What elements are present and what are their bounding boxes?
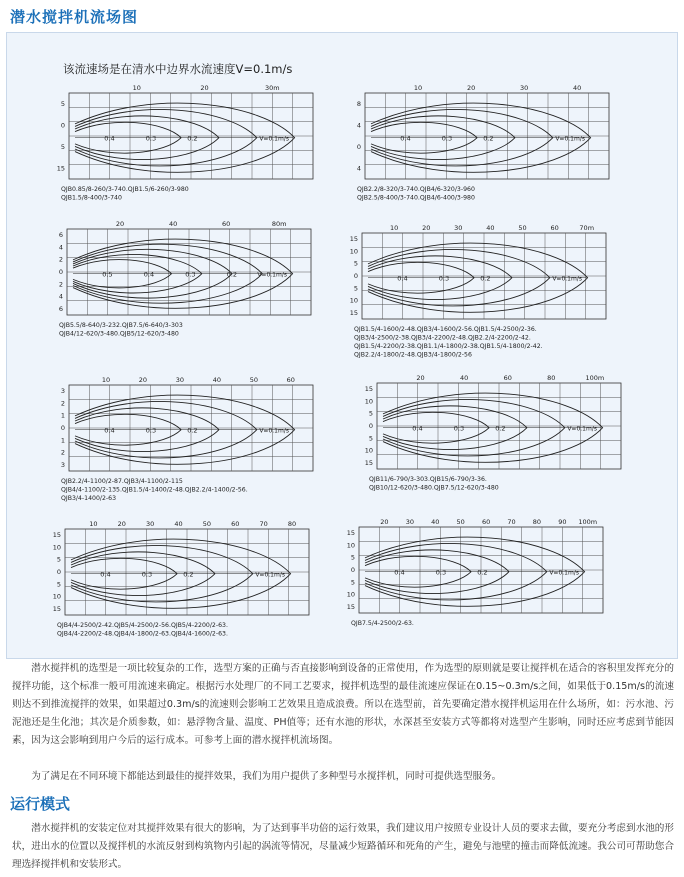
y-tick-label: 15 <box>56 164 65 173</box>
diagram-caption: QJB4/4-1100/2-135.QJB1.5/4-1400/2-48.QJB2.2/4-1400/2-56. <box>61 486 248 494</box>
x-tick-label: 40 <box>212 376 222 384</box>
x-tick-label: 20 <box>115 220 125 228</box>
contour-label: 0.2 <box>480 274 491 283</box>
contour-label: 0.3 <box>145 426 157 435</box>
contour-label: 0.4 <box>397 274 408 283</box>
y-tick-label: 15 <box>346 529 355 538</box>
x-tick-label: 40 <box>573 84 582 92</box>
x-tick-label: 20 <box>380 518 389 526</box>
x-tick-label: 40 <box>486 224 495 232</box>
y-tick-label: 8 <box>356 99 361 108</box>
y-tick-label: 3 <box>60 387 65 396</box>
diagram-caption: QJB3/4-2500/2-38.QJB3/4-2200/2-48.QJB2.2/4-2200/2-42. <box>354 334 531 342</box>
contour-label: 0.2 <box>226 270 238 279</box>
x-tick-label: 80 <box>287 520 297 528</box>
x-tick-label: 50 <box>518 224 527 232</box>
y-tick-label: 2 <box>58 280 63 289</box>
flow-field-charts <box>7 33 677 658</box>
x-tick-label: 60 <box>221 220 231 228</box>
chart-subtitle: 该流速场是在清水中边界水流速度V=0.1m/s <box>63 62 293 76</box>
velocity-label: V=0.1m/s <box>255 571 285 579</box>
x-tick-label: 50 <box>249 376 258 384</box>
x-tick-label: 50 <box>202 520 212 528</box>
diagram-caption: QJB2.2/4-1800/2-48.QJB3/4-1800/2-56 <box>354 351 472 359</box>
y-tick-label: 4 <box>356 164 361 173</box>
y-tick-label: 0 <box>56 568 61 576</box>
y-tick-label: 10 <box>52 543 61 552</box>
x-tick-label: 20 <box>466 84 476 92</box>
contour-label: 0.2 <box>187 134 198 143</box>
y-tick-label: 2 <box>60 448 65 457</box>
y-tick-label: 4 <box>58 292 63 301</box>
contour-label: 0.4 <box>100 570 111 579</box>
x-tick-label: 30 <box>454 224 463 232</box>
y-tick-label: 4 <box>356 121 361 130</box>
y-tick-label: 10 <box>349 247 358 256</box>
x-tick-label: 20 <box>138 376 148 384</box>
x-tick-label: 10 <box>132 84 141 92</box>
x-tick-label: 10 <box>389 224 399 232</box>
contour-label: 0.3 <box>453 424 465 433</box>
contour-label: 0.4 <box>104 426 115 435</box>
y-tick-label: 3 <box>60 460 65 469</box>
contour-label: 0.2 <box>187 426 198 435</box>
service-paragraph: 为了满足在不同环境下都能达到最佳的搅拌效果，我们为用户提供了多种型号水搅拌机，同时可提供选型服务。 <box>31 771 502 782</box>
y-tick-label: 15 <box>364 385 373 394</box>
x-tick-label: 80m <box>271 220 287 228</box>
contour-label: 0.4 <box>394 568 405 577</box>
velocity-label: V=0.1m/s <box>257 271 287 279</box>
y-tick-label: 15 <box>364 458 373 467</box>
velocity-label: V=0.1m/s <box>259 427 289 435</box>
x-tick-label: 100m <box>585 374 605 382</box>
y-tick-label: 10 <box>364 397 373 406</box>
y-tick-label: 5 <box>353 259 358 268</box>
y-tick-label: 15 <box>52 531 61 540</box>
x-tick-label: 30 <box>175 376 185 384</box>
x-tick-label: 30 <box>405 518 414 526</box>
y-tick-label: 5 <box>56 555 61 564</box>
diagram-caption: QJB0.85/8-260/3-740.QJB1.5/6-260/3-980 <box>61 186 189 193</box>
x-tick-label: 10 <box>413 84 423 92</box>
contour-label: 0.3 <box>185 270 196 279</box>
contour-label: 0.2 <box>495 424 506 433</box>
x-tick-label: 70m <box>579 224 595 232</box>
y-tick-label: 10 <box>346 590 355 599</box>
diagram-caption: QJB2.2/8-320/3-740.QJB4/6-320/3-960 <box>357 186 475 193</box>
y-tick-label: 5 <box>350 553 355 562</box>
y-tick-label: 0 <box>58 268 63 276</box>
diagram-caption: QJB10/12-620/3-480.QJB7.5/12-620/3-480 <box>369 484 499 492</box>
velocity-label: V=0.1m/s <box>555 135 585 143</box>
y-tick-label: 5 <box>368 409 373 418</box>
y-tick-label: 0 <box>353 272 358 280</box>
diagram-caption: QJB4/12-620/3-480.QJB5/12-620/3-480 <box>59 330 179 338</box>
section-title-operation-mode: 运行模式 <box>10 795 71 813</box>
y-tick-label: 5 <box>60 99 65 108</box>
contour-label: 0.3 <box>441 134 453 143</box>
y-tick-label: 1 <box>60 436 65 445</box>
velocity-label: V=0.1m/s <box>259 135 289 143</box>
x-tick-label: 70 <box>507 518 516 526</box>
contour-label: 0.4 <box>104 134 115 143</box>
x-tick-label: 40 <box>431 518 440 526</box>
x-tick-label: 60 <box>550 224 559 232</box>
diagram-caption: QJB1.5/4-2200/2-38.QJB1.1/4-1800/2-38.QJB1.5/4-1800/2-42. <box>354 343 543 350</box>
y-tick-label: 0 <box>356 142 361 151</box>
page-title: 潜水搅拌机流场图 <box>10 8 139 26</box>
diagram-caption: QJB5.5/8-640/3-232.QJB7.5/6-640/3-303 <box>59 322 183 329</box>
x-tick-label: 20 <box>200 84 209 92</box>
x-tick-label: 30m <box>265 84 280 92</box>
y-tick-label: 10 <box>349 296 358 305</box>
x-tick-label: 60 <box>503 374 512 382</box>
x-tick-label: 40 <box>460 374 469 382</box>
diagram-caption: QJB2.5/8-400/3-740.QJB4/6-400/3-980 <box>357 194 475 202</box>
y-tick-label: 10 <box>52 592 61 601</box>
diagram-caption: QJB11/6-790/3-303.QJB15/6-790/3-36. <box>369 476 487 483</box>
contour-label: 0.4 <box>143 270 155 279</box>
contour-label: 0.2 <box>483 134 494 143</box>
y-tick-label: 6 <box>58 231 63 240</box>
contour-label: 0.3 <box>438 274 450 283</box>
y-tick-label: 15 <box>349 308 358 317</box>
x-tick-label: 100m <box>578 518 598 526</box>
y-tick-label: 5 <box>350 578 355 587</box>
contour-label: 0.4 <box>412 424 423 433</box>
y-tick-label: 0 <box>350 566 355 574</box>
x-tick-label: 60 <box>286 376 295 384</box>
x-tick-label: 20 <box>416 374 425 382</box>
velocity-label: V=0.1m/s <box>567 425 597 433</box>
diagram-caption: QJB2.2/4-1100/2-87.QJB3/4-1100/2-115 <box>61 478 183 485</box>
x-tick-label: 20 <box>422 224 431 232</box>
contour-label: 0.3 <box>141 570 153 579</box>
y-tick-label: 0 <box>368 422 373 430</box>
contour-label: 0.5 <box>102 270 113 279</box>
x-tick-label: 80 <box>547 374 556 382</box>
diagram-caption: QJB4/4-2200/2-48.QJB4/4-1800/2-63.QJB4/4-1600/2-63. <box>57 630 228 638</box>
diagram-caption: QJB3/4-1400/2-63 <box>61 495 117 502</box>
velocity-label: V=0.1m/s <box>549 569 579 577</box>
y-tick-label: 5 <box>368 434 373 443</box>
diagram-caption: QJB4/4-2500/2-42.QJB5/4-2500/2-56.QJB5/4-2200/2-63. <box>57 622 228 629</box>
y-tick-label: 0 <box>60 121 65 130</box>
x-tick-label: 10 <box>101 376 111 384</box>
x-tick-label: 20 <box>117 520 126 528</box>
x-tick-label: 30 <box>145 520 155 528</box>
diagram-caption: QJB1.5/8-400/3-740 <box>61 194 122 202</box>
x-tick-label: 60 <box>231 520 240 528</box>
contour-label: 0.2 <box>477 568 488 577</box>
y-tick-label: 15 <box>52 604 61 613</box>
y-tick-label: 5 <box>60 142 65 151</box>
x-tick-label: 90 <box>558 518 567 526</box>
x-tick-label: 40 <box>168 220 178 228</box>
intro-paragraph: 潜水搅拌机的选型是一项比较复杂的工作，选型方案的正确与否直接影响到设备的正常使用，作为选型的原则就是要让搅拌机在适合的容积里发挥充分的搅拌功能，这个标准一般可用流速来确定。根据污水处理厂的不同工艺要求，搅拌机选型的最佳流速应保证在0.15~0.3m/s之间，如果低于0.15m/s的流速则达不到推流搅拌的效果，如果超过0.3m/s的流速则会影响工艺效果且造成浪费。所以在选型前，首先要确定潜水搅拌机运用在什么场所，如：污水池、污泥池还是生化池；其次是介质参数，如：悬浮物含量、温度、PH值等；还有水池的形状，水深甚至安装方式等都将对选型产生影响，同时还应考虑到节能因素，因为这会影响到用户今后的运行成本。可参考上面的潜水搅拌机流场图。 <box>12 663 674 746</box>
y-tick-label: 6 <box>58 304 63 313</box>
x-tick-label: 10 <box>89 520 98 528</box>
y-tick-label: 4 <box>58 243 63 252</box>
diagram-caption: QJB1.5/4-1600/2-48.QJB3/4-1600/2-56.QJB1.5/4-2500/2-36. <box>354 326 537 333</box>
y-tick-label: 15 <box>349 235 358 244</box>
x-tick-label: 60 <box>481 518 491 526</box>
x-tick-label: 30 <box>519 84 529 92</box>
y-tick-label: 5 <box>353 284 358 293</box>
x-tick-label: 40 <box>174 520 183 528</box>
y-tick-label: 15 <box>346 602 355 611</box>
velocity-label: V=0.1m/s <box>552 275 582 283</box>
y-tick-label: 2 <box>58 255 63 264</box>
diagram-caption: QJB7.5/4-2500/2-63. <box>351 620 414 627</box>
contour-label: 0.2 <box>183 570 194 579</box>
x-tick-label: 70 <box>259 520 268 528</box>
contour-label: 0.3 <box>435 568 447 577</box>
y-tick-label: 10 <box>346 541 355 550</box>
contour-label: 0.3 <box>145 134 157 143</box>
y-tick-label: 0 <box>60 424 65 432</box>
x-tick-label: 50 <box>456 518 465 526</box>
y-tick-label: 10 <box>364 446 373 455</box>
y-tick-label: 2 <box>60 399 65 408</box>
x-tick-label: 80 <box>532 518 542 526</box>
contour-label: 0.4 <box>400 134 411 143</box>
y-tick-label: 5 <box>56 580 61 589</box>
operation-paragraph: 潜水搅拌机的安装定位对其搅拌效果有很大的影响，为了达到事半功倍的运行效果，我们建议用户按照专业设计人员的要求去做，要充分考虑到水池的形状，进出水的位置以及搅拌机的水流反射到构筑物内引起的涡流等情况，尽量减少短路循环和死角的产生，避免与池壁的撞击而降低流速。我公司可帮助您合理选择搅拌机和安装形式。 <box>12 823 674 870</box>
flow-field-panel <box>6 32 678 659</box>
y-tick-label: 1 <box>60 411 65 420</box>
